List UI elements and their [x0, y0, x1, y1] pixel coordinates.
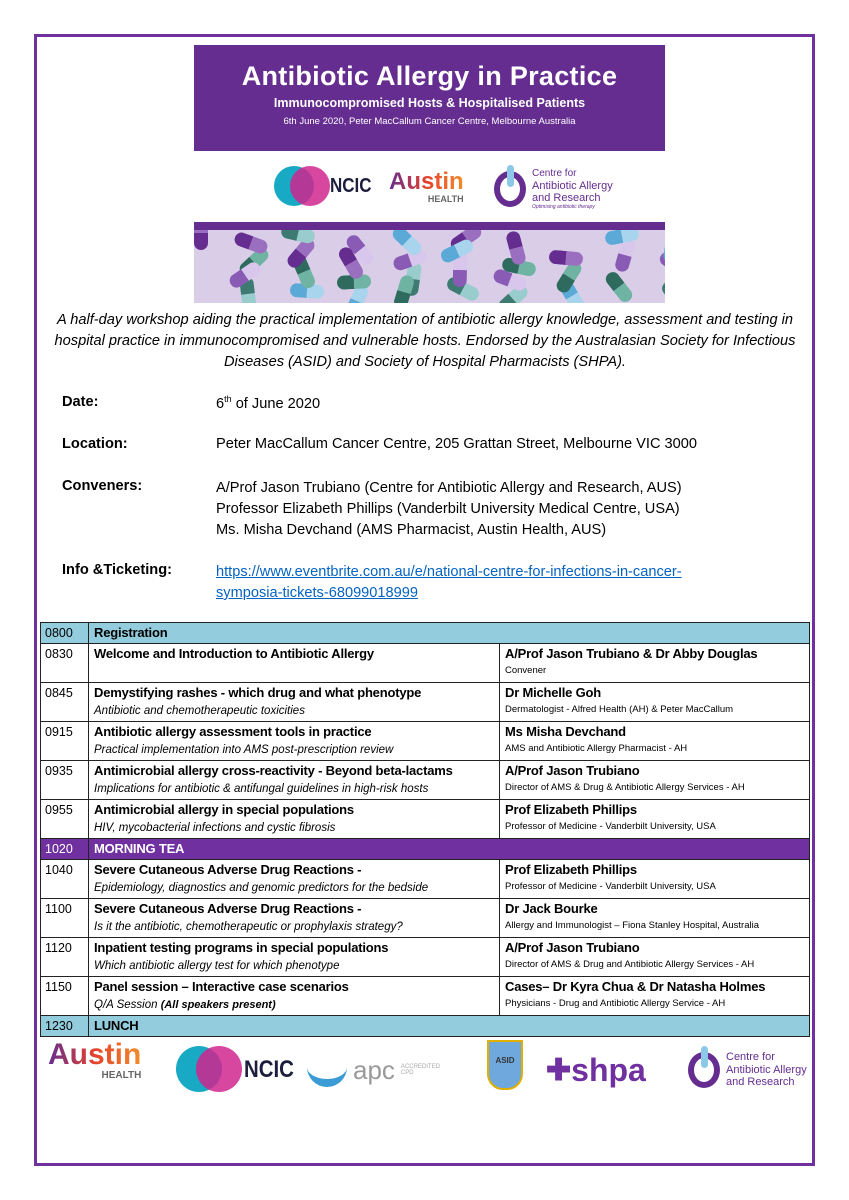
pill-icon [233, 231, 270, 256]
event-title: Antibiotic Allergy in Practice [241, 61, 618, 91]
schedule-table [40, 622, 810, 1037]
speaker-role: Convener [505, 665, 547, 676]
speaker-name: Prof Elizabeth Phillips [505, 862, 637, 877]
session-cell [89, 800, 500, 839]
session-time: 1230 [41, 1016, 89, 1037]
schedule-row [41, 761, 810, 800]
event-banner [194, 45, 665, 151]
speaker-role: Professor of Medicine - Vanderbilt University, USA [505, 821, 716, 832]
break-label: LUNCH [89, 1016, 810, 1037]
caar-logo-footer [688, 1040, 807, 1100]
ncic-logo-footer [176, 1040, 303, 1100]
plus-icon: ✚ [546, 1053, 572, 1087]
location-label: Location: [62, 436, 128, 452]
location-value: Peter MacCallum Cancer Centre, 205 Grattan Street, Melbourne VIC 3000 [216, 436, 698, 452]
break-label: Registration [89, 623, 810, 644]
conveners-label: Conveners: [62, 478, 143, 494]
schedule-row [41, 977, 810, 1016]
session-subtitle: Epidemiology, diagnostics and genomic predictors for the bedside [94, 882, 429, 894]
info-label: Info &Ticketing: [62, 562, 172, 578]
speaker-name: Cases– Dr Kyra Chua & Dr Natasha Holmes [505, 979, 766, 994]
austin-health-logo-footer [48, 1040, 141, 1100]
caar-text: Centre for [532, 168, 577, 179]
convener: Professor Elizabeth Phillips (Vanderbilt University Medical Centre, USA) [216, 501, 680, 517]
schedule-row [41, 839, 810, 860]
caar-icon [688, 1052, 720, 1088]
shpa-logo [546, 1040, 646, 1100]
session-time: 0845 [41, 683, 89, 722]
speaker-cell [500, 683, 810, 722]
speaker-cell [500, 860, 810, 899]
speaker-role: Dermatologist - Alfred Health (AH) & Peter MacCallum [505, 704, 734, 715]
apc-sub: ACCREDITED CPD [400, 1064, 440, 1076]
speaker-cell [500, 899, 810, 938]
pill-icon [392, 274, 415, 303]
session-title: Demystifying rashes - which drug and what phenotype [94, 685, 422, 700]
ticket-link-line[interactable]: symposia-tickets-68099018999 [216, 585, 418, 601]
event-subtitle: Immunocompromised Hosts & Hospitalised Patients [273, 96, 586, 110]
session-title: Inpatient testing programs in special populations [94, 940, 389, 955]
ncic-logo [274, 166, 379, 206]
schedule-row [41, 860, 810, 899]
austin-text: Austin [48, 1038, 142, 1071]
session-time: 1020 [41, 839, 89, 860]
session-subtitle: HIV, mycobacterial infections and cystic fibrosis [94, 822, 336, 834]
schedule-row [41, 683, 810, 722]
austin-text: Austin [389, 168, 464, 195]
speaker-cell [500, 800, 810, 839]
caar-text: Antibiotic Allergy [532, 179, 613, 192]
schedule-row [41, 644, 810, 683]
speaker-role: Director of AMS & Drug and Antibiotic Allergy Services - AH [505, 959, 755, 970]
session-time: 0955 [41, 800, 89, 839]
session-subtitle: Implications for antibiotic & antifungal guidelines in high-risk hosts [94, 783, 429, 795]
austin-health-logo [389, 170, 464, 204]
caar-logo [494, 168, 613, 211]
caar-icon [494, 171, 526, 207]
speaker-cell [500, 761, 810, 800]
speaker-name: Dr Jack Bourke [505, 901, 598, 916]
ncic-text: NCIC [244, 1056, 294, 1083]
event-dateline: 6th June 2020, Peter MacCallum Cancer Centre, Melbourne Australia [283, 116, 576, 127]
speaker-name: Prof Elizabeth Phillips [505, 802, 637, 817]
session-subtitle: Is it the antibiotic, chemotherapeutic or prophylaxis strategy? [94, 921, 403, 933]
apc-text: apc [353, 1054, 395, 1085]
session-time: 0915 [41, 722, 89, 761]
caar-text: and Research [532, 192, 601, 205]
session-cell [89, 722, 500, 761]
session-time: 1120 [41, 938, 89, 977]
speaker-role: Professor of Medicine - Vanderbilt University, USA [505, 881, 716, 892]
date-label: Date: [62, 394, 99, 410]
caar-text: and Research [726, 1076, 795, 1089]
session-title: Panel session – Interactive case scenarios [94, 979, 349, 994]
convener: Ms. Misha Devchand (AMS Pharmacist, Austin Health, AUS) [216, 522, 607, 538]
schedule-row [41, 623, 810, 644]
austin-sub: HEALTH [427, 194, 464, 204]
austin-sub: HEALTH [101, 1070, 142, 1081]
schedule-row [41, 722, 810, 761]
schedule-row [41, 800, 810, 839]
speaker-name: Dr Michelle Goh [505, 685, 601, 700]
schedule-row [41, 1016, 810, 1037]
session-time: 1100 [41, 899, 89, 938]
speaker-name: A/Prof Jason Trubiano & Dr Abby Douglas [505, 646, 758, 661]
session-time: 0830 [41, 644, 89, 683]
session-time: 1040 [41, 860, 89, 899]
session-subtitle: Which antibiotic allergy test for which phenotype [94, 960, 340, 972]
ticket-link[interactable] [216, 562, 682, 604]
shpa-text: shpa [571, 1051, 646, 1088]
conveners-list [216, 478, 682, 541]
session-title: Welcome and Introduction to Antibiotic Allergy [94, 646, 374, 661]
pill-icon [660, 270, 665, 298]
apc-logo [307, 1040, 440, 1100]
session-subtitle: Practical implementation into AMS post-prescription review [94, 744, 394, 756]
session-cell [89, 977, 500, 1016]
session-cell [89, 938, 500, 977]
session-subtitle: Q/A Session (All speakers present) [94, 999, 276, 1011]
apc-icon [307, 1053, 347, 1087]
pill-icon [603, 269, 635, 303]
session-subtitle: Antibiotic and chemotherapeutic toxicities [94, 705, 305, 717]
session-time: 1150 [41, 977, 89, 1016]
speaker-name: Ms Misha Devchand [505, 724, 626, 739]
pill-icon [194, 222, 208, 250]
session-title: Severe Cutaneous Adverse Drug Reactions - [94, 862, 362, 877]
intro-paragraph: A half-day workshop aiding the practical implementation of antibiotic allergy knowledge, assessment and testing in hospital practice in immunocompromised and vulnerable hosts. Endorsed by the Australasian Society for Infectious Diseases (ASID) and Society of Hospital Pharmacists (SHPA). [54, 312, 796, 370]
session-time: 0800 [41, 623, 89, 644]
session-cell [89, 899, 500, 938]
convener: A/Prof Jason Trubiano (Centre for Antibiotic Allergy and Research, AUS) [216, 480, 682, 496]
pill-icon [280, 223, 316, 244]
speaker-cell [500, 977, 810, 1016]
speaker-role: Director of AMS & Drug & Antibiotic Allergy Services - AH [505, 782, 745, 793]
session-title: Antibiotic allergy assessment tools in practice [94, 724, 372, 739]
speaker-cell [500, 938, 810, 977]
session-cell [89, 761, 500, 800]
speaker-cell [500, 644, 810, 683]
pills-graphic [194, 222, 665, 303]
session-cell [89, 644, 500, 683]
session-title: Antimicrobial allergy in special populations [94, 802, 354, 817]
caar-tagline: Optimising antibiotic therapy [532, 203, 595, 210]
schedule-row [41, 899, 810, 938]
speaker-role: AMS and Antibiotic Allergy Pharmacist - AH [505, 743, 688, 754]
speaker-name: A/Prof Jason Trubiano [505, 763, 640, 778]
speaker-cell [500, 722, 810, 761]
pill-icon [548, 250, 583, 267]
schedule-row [41, 938, 810, 977]
session-title: Antimicrobial allergy cross-reactivity - Beyond beta-lactams [94, 763, 453, 778]
session-cell [89, 683, 500, 722]
ncic-text: NCIC [330, 174, 372, 197]
break-label: MORNING TEA [89, 839, 810, 860]
caar-text: Centre for [726, 1051, 775, 1064]
speaker-name: A/Prof Jason Trubiano [505, 940, 640, 955]
speaker-role: Allergy and Immunologist – Fiona Stanley Hospital, Australia [505, 920, 759, 931]
ticket-link-line[interactable]: https://www.eventbrite.com.au/e/national-centre-for-infections-in-cancer- [216, 564, 682, 580]
speaker-role: Physicians - Drug and Antibiotic Allergy Service - AH [505, 998, 726, 1009]
caar-text: Antibiotic Allergy [726, 1063, 807, 1076]
session-title: Severe Cutaneous Adverse Drug Reactions - [94, 901, 362, 916]
date-value: 6th of June 2020 [216, 394, 321, 412]
session-time: 0935 [41, 761, 89, 800]
asid-logo: ASID [487, 1040, 523, 1090]
pill-icon [662, 228, 665, 264]
session-cell [89, 860, 500, 899]
